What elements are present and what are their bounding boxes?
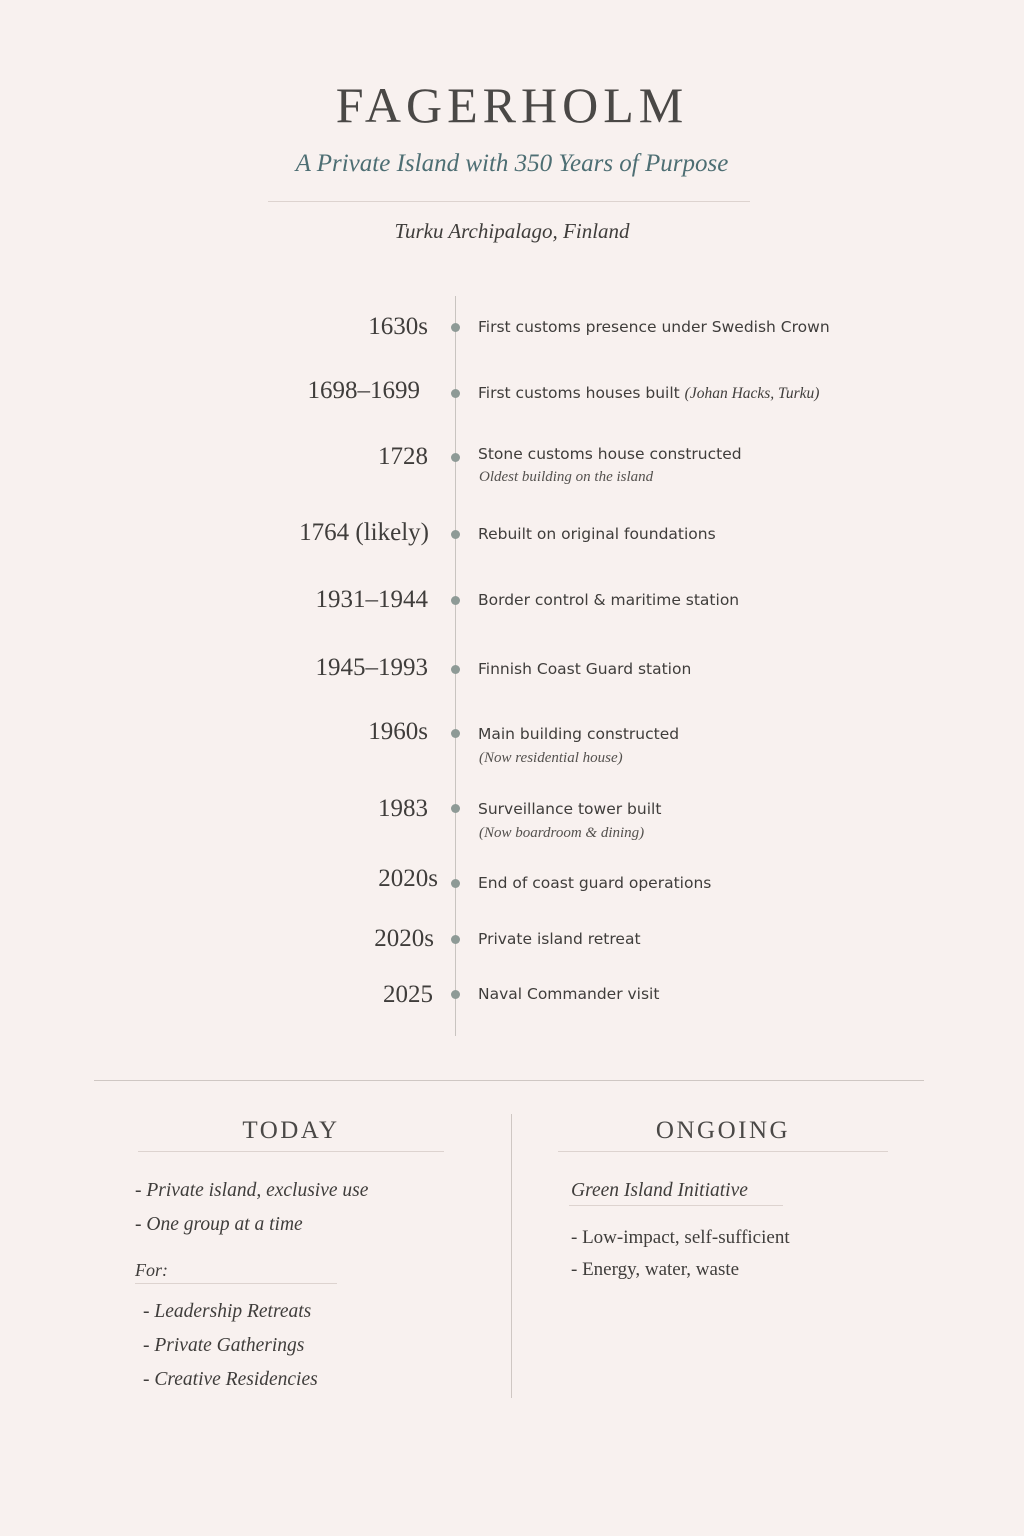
timeline-year: 1960s bbox=[368, 718, 428, 745]
timeline-note: Oldest building on the island bbox=[479, 469, 654, 485]
ongoing-heading-rule bbox=[558, 1151, 888, 1152]
initiative-title: Green Island Initiative bbox=[571, 1180, 748, 1201]
page-subtitle: A Private Island with 350 Years of Purpose bbox=[295, 150, 729, 177]
timeline-event-note: (Johan Hacks, Turku) bbox=[684, 385, 820, 402]
timeline-dot bbox=[451, 879, 460, 888]
ongoing-heading: ONGOING bbox=[655, 1117, 791, 1144]
today-heading: TODAY bbox=[242, 1117, 340, 1144]
timeline-year: 1698–1699 bbox=[307, 377, 420, 404]
timeline-year: 1931–1944 bbox=[315, 586, 428, 613]
timeline-year: 2020s bbox=[378, 865, 438, 892]
timeline-year: 1764 (likely) bbox=[299, 519, 429, 546]
timeline-event: Finnish Coast Guard station bbox=[478, 660, 692, 678]
timeline-dot bbox=[451, 323, 460, 332]
timeline-note: (Now boardroom & dining) bbox=[479, 825, 645, 841]
for-item: - Private Gatherings bbox=[143, 1335, 305, 1356]
timeline-dot bbox=[451, 729, 460, 738]
timeline-event: Main building constructed bbox=[478, 725, 680, 743]
for-label: For: bbox=[135, 1260, 168, 1280]
timeline-event: Stone customs house constructed bbox=[478, 445, 742, 463]
section-divider bbox=[94, 1080, 924, 1081]
page-title: FAGERHOLM bbox=[335, 77, 689, 133]
ongoing-item: - Energy, water, waste bbox=[571, 1259, 740, 1280]
timeline-event: Private island retreat bbox=[478, 930, 641, 948]
timeline-dot bbox=[451, 596, 460, 605]
timeline-event: Surveillance tower built bbox=[478, 800, 662, 818]
today-item: - Private island, exclusive use bbox=[135, 1180, 369, 1201]
timeline-year: 2020s bbox=[374, 925, 434, 952]
for-label-rule bbox=[135, 1283, 337, 1284]
for-item: - Creative Residencies bbox=[143, 1369, 318, 1390]
timeline-dot bbox=[451, 990, 460, 999]
timeline-dot bbox=[451, 935, 460, 944]
timeline-event-text: First customs houses built bbox=[478, 384, 685, 402]
timeline-event: End of coast guard operations bbox=[478, 874, 712, 892]
today-heading-rule bbox=[138, 1151, 444, 1152]
initiative-rule bbox=[569, 1205, 783, 1206]
column-divider bbox=[511, 1114, 512, 1398]
timeline-dot bbox=[451, 665, 460, 674]
location-label: Turku Archipalago, Finland bbox=[394, 219, 630, 243]
timeline-year: 2025 bbox=[383, 981, 433, 1008]
timeline-dot bbox=[451, 453, 460, 462]
timeline-event: Rebuilt on original foundations bbox=[478, 525, 716, 543]
timeline-dot bbox=[451, 804, 460, 813]
for-item: - Leadership Retreats bbox=[143, 1301, 312, 1322]
timeline-event: First customs presence under Swedish Crown bbox=[478, 318, 830, 336]
ongoing-item: - Low-impact, self-sufficient bbox=[571, 1227, 790, 1248]
timeline-event: Naval Commander visit bbox=[478, 985, 660, 1003]
timeline-event bbox=[478, 386, 819, 402]
timeline-note: (Now residential house) bbox=[479, 750, 623, 766]
timeline-event: Border control & maritime station bbox=[478, 591, 740, 609]
timeline-dot bbox=[451, 530, 460, 539]
timeline-year: 1983 bbox=[378, 795, 428, 822]
timeline-year: 1945–1993 bbox=[315, 654, 428, 681]
today-item: - One group at a time bbox=[135, 1214, 303, 1235]
header-divider bbox=[268, 201, 750, 202]
timeline-year: 1728 bbox=[378, 443, 428, 470]
timeline-year: 1630s bbox=[368, 313, 428, 340]
timeline-dot bbox=[451, 389, 460, 398]
